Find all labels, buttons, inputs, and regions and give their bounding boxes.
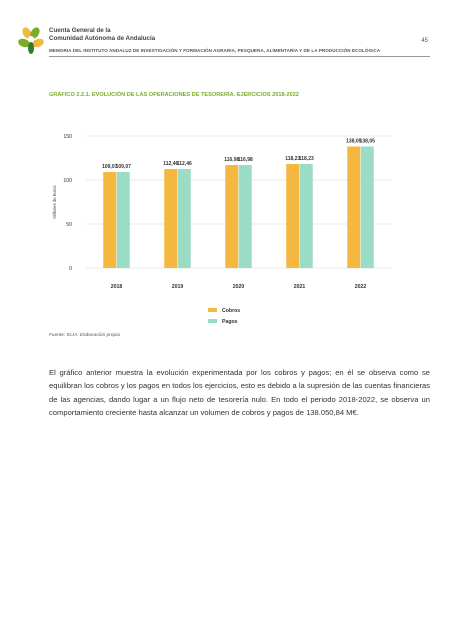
data-label: 112,46 xyxy=(176,161,192,168)
data-label: 138,05 xyxy=(346,138,362,145)
org-line-1: Cuenta General de la xyxy=(49,27,111,34)
x-tick-label: 2018 xyxy=(110,284,123,290)
legend-label: Pagos xyxy=(222,319,238,325)
y-tick-label: 100 xyxy=(63,177,72,184)
data-label: 116,98 xyxy=(237,157,253,164)
y-tick-label: 150 xyxy=(63,133,72,140)
chart-source: Fuente: IGJA. Elaboración propia xyxy=(49,333,120,338)
legend-label: Cobros xyxy=(222,308,241,314)
bar-pagos xyxy=(178,169,191,268)
bar-pagos xyxy=(239,165,252,268)
x-tick-label: 2022 xyxy=(354,284,367,290)
legend-swatch-pagos xyxy=(208,319,217,323)
data-label: 118,23 xyxy=(298,155,314,162)
data-label: 109,07 xyxy=(102,164,118,171)
data-label: 112,46 xyxy=(163,161,179,168)
legend-swatch-cobros xyxy=(208,308,217,312)
data-label: 116,98 xyxy=(224,157,240,164)
y-tick-label: 50 xyxy=(66,221,72,228)
bar-pagos xyxy=(300,164,313,268)
data-label: 118,23 xyxy=(285,155,301,162)
y-axis-label: Millones de Euros xyxy=(52,185,57,219)
bar-cobros xyxy=(164,169,177,268)
document-heading: MEMORIA DEL INSTITUTO ANDALUZ DE INVESTIGACIÓN Y FORMACIÓN AGRARIA, PESQUERA, ALIMENTARIA Y DE LA PRODUCCIÓN ECOLÓGICA xyxy=(49,48,381,53)
chart-title: GRÁFICO 2.2.1. EVOLUCIÓN DE LAS OPERACIONES DE TESORERÍA. EJERCICIOS 2018-2022 xyxy=(49,92,299,98)
y-tick-label: 0 xyxy=(69,265,72,272)
bar-cobros xyxy=(103,172,116,268)
bar-pagos xyxy=(117,172,130,268)
bar-cobros xyxy=(286,164,299,268)
org-line-2: Comunidad Autónoma de Andalucía xyxy=(49,35,156,42)
bar-cobros xyxy=(225,165,238,268)
bar-pagos xyxy=(361,147,374,268)
x-tick-label: 2021 xyxy=(293,284,306,290)
data-label: 138,05 xyxy=(359,138,375,145)
body-paragraph: El gráfico anterior muestra la evolución experimentada por los cobros y pagos; en él se observa como se equilibran los cobros y los pagos en todos los ejercicios, esto es debido a la supresión de las cuentas financieras de las agencias, dando lugar a un flujo neto de tesorería nulo. En todo el periodo 2018-2022, se observa un comportamiento creciente hasta alcanzar un volumen de cobros y pagos de 138.050,84 M€. xyxy=(49,368,430,418)
page-number: 45 xyxy=(421,38,428,44)
x-tick-label: 2020 xyxy=(232,284,245,290)
x-tick-label: 2019 xyxy=(171,284,184,290)
bar-cobros xyxy=(347,147,360,268)
data-label: 109,07 xyxy=(115,164,131,171)
